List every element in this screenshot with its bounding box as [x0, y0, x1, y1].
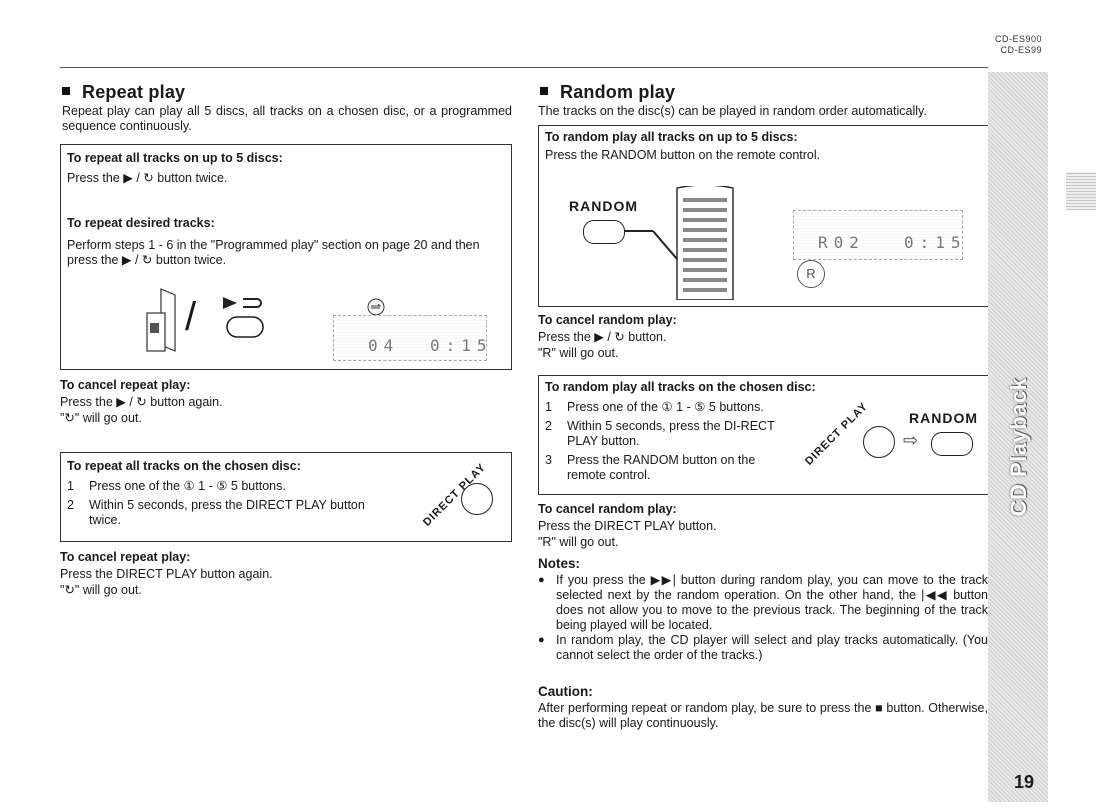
- cancel-random-line1: Press the DIRECT PLAY button.: [538, 519, 717, 533]
- random-indicator-icon: [797, 260, 825, 288]
- section-tab-marker: [1066, 172, 1096, 210]
- step-item: 1 Press one of the ① 1 - ⑤ 5 buttons.: [545, 400, 764, 414]
- random-indicator-mark: R: [806, 266, 816, 281]
- notes-list: [538, 573, 988, 663]
- random-play-heading: Random play: [540, 82, 675, 103]
- note-item: ● In random play, the CD player will select and play tracks automatically. (You cannot select the order of the tracks.): [538, 633, 988, 663]
- repeat-play-intro: Repeat play can play all 5 discs, all tracks on a chosen disc, or a programmed sequence continuously.: [62, 104, 512, 133]
- section-label: CD Playback: [1006, 377, 1031, 517]
- caution-heading: Caution:: [538, 684, 593, 699]
- random-play-intro: The tracks on the disc(s) can be played in random order automatically.: [538, 104, 927, 118]
- display-panel: [793, 210, 967, 260]
- play-repeat-button: [211, 293, 271, 343]
- display-panel: [333, 315, 493, 361]
- repeat-all-discs-box: [60, 144, 512, 370]
- display-disc: R02: [818, 233, 865, 252]
- cancel-random-heading: To cancel random play:: [538, 502, 677, 516]
- random-label: RANDOM: [909, 410, 978, 426]
- caution-text: After performing repeat or random play, be sure to press the ■ button. Otherwise, the disc(s) will play continuously.: [538, 701, 988, 730]
- box-heading: To repeat all tracks on up to 5 discs:: [67, 151, 283, 165]
- random-button: [583, 220, 625, 244]
- display-disc: 04: [368, 336, 400, 355]
- random-all-discs-box: [538, 125, 990, 307]
- box-text: Press the ▶ / ↻ button twice.: [67, 171, 228, 185]
- unit-illustration: [141, 285, 191, 355]
- cancel-repeat-heading: To cancel repeat play:: [60, 378, 191, 392]
- slash-separator: /: [185, 295, 197, 339]
- box-text: Perform steps 1 - 6 in the "Programmed play" section on page 20 and then press the ▶ / ↻ button twice.: [67, 238, 480, 267]
- note-item: ● If you press the ▶▶| button during random play, you can move to the track selected next by the random operation. On the other hand, the |◀◀ button does not allow you to move to the previous track. The beginning of the track being played will be located.: [538, 573, 988, 633]
- display-time: 0:15: [430, 336, 493, 355]
- model-number-1: CD-ES900: [994, 34, 1042, 44]
- repeat-chosen-disc-box: [60, 452, 512, 542]
- heading-bullet: [62, 87, 70, 95]
- repeat-play-heading: Repeat play: [62, 82, 185, 103]
- direct-play-label: DIRECT PLAY: [420, 461, 489, 529]
- header-rule: [60, 67, 988, 68]
- arrow-right-icon: ⇨: [903, 430, 919, 450]
- box-text: Press the RANDOM button on the remote control.: [545, 148, 821, 162]
- direct-play-button: [863, 426, 895, 458]
- heading-bullet: [540, 87, 548, 95]
- box-heading: To repeat all tracks on the chosen disc:: [67, 459, 301, 473]
- cancel-random-line1: Press the ▶ / ↻ button.: [538, 330, 667, 344]
- step-item: 2 Within 5 seconds, press the DIRECT PLAY button twice.: [67, 498, 365, 527]
- box-heading: To repeat desired tracks:: [67, 216, 215, 230]
- cancel-repeat-line1: Press the ▶ / ↻ button again.: [60, 395, 223, 409]
- cancel-random-line2: "R" will go out.: [538, 346, 619, 360]
- box-heading: To random play all tracks on up to 5 discs:: [545, 130, 798, 144]
- step-list: [67, 479, 397, 532]
- display-time: 0:15: [904, 233, 967, 252]
- section-sidebar: [988, 72, 1048, 802]
- model-number-2: CD-ES99: [1000, 45, 1042, 55]
- page-number: 19: [1014, 772, 1035, 792]
- model-number: [995, 34, 1042, 56]
- step-item: 3 Press the RANDOM button on the remote control.: [545, 453, 756, 482]
- random-label: RANDOM: [569, 198, 638, 214]
- box-heading: To random play all tracks on the chosen disc:: [545, 380, 816, 394]
- direct-play-button: [461, 483, 493, 515]
- direct-play-label: DIRECT PLAY: [802, 400, 871, 468]
- step-item: 1 Press one of the ① 1 - ⑤ 5 buttons.: [67, 479, 286, 493]
- cancel-repeat-line2: "↻" will go out.: [60, 411, 142, 425]
- cancel-random-heading: To cancel random play:: [538, 313, 677, 327]
- cancel-repeat-line1: Press the DIRECT PLAY button again.: [60, 567, 273, 581]
- repeat-icon: [365, 297, 387, 317]
- step-list: [545, 400, 795, 487]
- step-item: 2 Within 5 seconds, press the DI-RECT PLAY button.: [545, 419, 775, 448]
- random-chosen-disc-box: [538, 375, 990, 495]
- remote-control-illustration: [625, 186, 745, 300]
- random-button: [931, 432, 973, 456]
- cancel-repeat-heading: To cancel repeat play:: [60, 550, 191, 564]
- cancel-repeat-line2: "↻" will go out.: [60, 583, 142, 597]
- cancel-random-line2: "R" will go out.: [538, 535, 619, 549]
- notes-heading: Notes:: [538, 556, 581, 571]
